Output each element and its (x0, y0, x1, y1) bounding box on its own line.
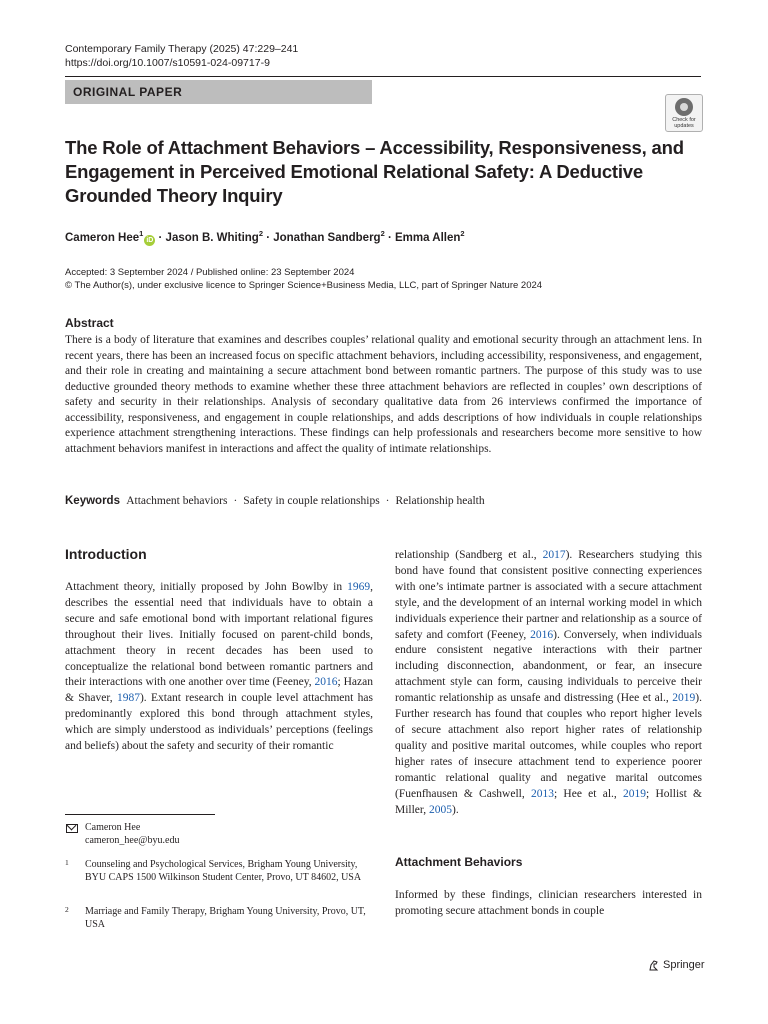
citation-link[interactable]: 2016 (314, 676, 338, 689)
keyword: Attachment behaviors (126, 495, 228, 507)
footnote-rule (65, 814, 215, 815)
body-text: Attachment theory, initially proposed by John Bowlby in (65, 581, 348, 593)
affiliation-text: Marriage and Family Therapy, Brigham Young University, Provo, UT, USA (85, 906, 366, 930)
journal-citation: Contemporary Family Therapy (2025) 47:229–241 (65, 43, 299, 55)
author-separator: · (155, 231, 166, 244)
citation-link[interactable]: 2017 (542, 549, 566, 561)
publisher-name: Springer (663, 959, 705, 971)
corresponding-author-name: Cameron Hee (85, 822, 141, 833)
citation-link[interactable]: 2013 (530, 787, 554, 800)
article-type-banner (65, 80, 372, 104)
author-separator: · (263, 231, 274, 244)
publication-dates: Accepted: 3 September 2024 / Published online: 23 September 2024 (65, 267, 355, 278)
check-for-updates-badge[interactable] (665, 94, 703, 132)
citation-link[interactable]: 1969 (347, 581, 371, 593)
affiliation-text: Counseling and Psychological Services, Brigham Young University, BYU CAPS 1500 Wilkinson Student Center, Provo, UT 84602, USA (85, 859, 362, 883)
body-text: ; Hee et al., (553, 787, 624, 800)
body-text: ). Conversely, when individuals endure consistent negative interactions with their partner including disconnection, abandonment, or fear, an insecure attachment style can form, causing individuals to perceive their romantic relationship as unsafe and distressing (Hee et al., (395, 628, 702, 705)
introduction-paragraph-left (65, 580, 373, 755)
header-rule (65, 76, 701, 77)
keyword-separator: · (233, 495, 238, 507)
author-affiliation-mark: 2 (460, 229, 465, 238)
author-separator: · (384, 231, 395, 244)
abstract-heading: Abstract (65, 316, 114, 330)
citation-link[interactable]: 2019 (672, 692, 696, 705)
affiliation-number: 2 (65, 905, 69, 914)
crossmark-icon (675, 98, 693, 116)
body-text: ). (452, 803, 459, 816)
abstract-text: There is a body of literature that examines and describes couples’ relational quality and emotional security through an attachment lens. In recent years, there has been an increased focus on specific attachment behaviors, including accessibility, responsiveness, and engagement, and their role in creating and maintaining a secure attachment bond between romantic partners. The purpose of this study was to use deductive grounded theory methods to examine whether these three attachment behaviors are reflected in couples’ own descriptions of safety and security in their relationships. Analysis of secondary qualitative data from 26 interviews confirmed the importance of accessibility, responsiveness, and engagement in couple relationships, and adds descriptions of how individuals in couple relationships experience attachment strengthening interactions. These findings can help professionals and researchers become more sensitive to how attachment behaviors manifest in interactions and affect the quality of intimate relationships. (65, 334, 702, 455)
keyword: Relationship health (395, 495, 485, 507)
attachment-behaviors-heading: Attachment Behaviors (395, 855, 523, 869)
body-text: ). Extant research in couple level attachment has predominantly explored this bond through attachment styles, which are simply understood as individuals’ perceptions (feelings and beliefs) about the safety and security of their romantic (65, 692, 373, 753)
body-text: ). Further research has found that couples who report higher levels of secure attachment also report higher rates of relationship quality and positive marital outcomes, while couples who report higher rates of insecure attachment tend to experience poorer romantic relational quality and negative marital outcomes (Fuenfhausen & Cashwell, (395, 692, 702, 800)
citation-link[interactable]: 1987 (116, 692, 140, 705)
author-name[interactable]: Jonathan Sandberg (273, 231, 381, 244)
springer-horse-icon (648, 960, 659, 971)
citation-link[interactable]: 2005 (429, 803, 453, 816)
author-name[interactable]: Cameron Hee (65, 231, 140, 244)
article-type-label: ORIGINAL PAPER (73, 85, 183, 99)
body-text: relationship (Sandberg et al., (395, 549, 543, 561)
introduction-paragraph-right (395, 548, 702, 818)
attachment-behaviors-text: Informed by these findings, clinician researchers interested in promoting secure attachment bonds in couple (395, 889, 702, 917)
envelope-icon (66, 824, 78, 833)
article-title: The Role of Attachment Behaviors – Accessibility, Responsiveness, and Engagement in Perceived Emotional Relational Safety: A Deductive Grounded Theory Inquiry (65, 137, 684, 206)
publisher-mark (648, 958, 705, 972)
body-text: ). Researchers studying this bond have found that consistent positive connecting experiences with one’s intimate partner is associated with a secure attachment style, and the development of an internal working model in which individuals experience their partner and relationship as a source of safety and comfort (Feeney, (395, 549, 702, 641)
doi-link[interactable]: https://doi.org/10.1007/s10591-024-09717-9 (65, 57, 270, 69)
body-text: , describes the essential need that individuals have to obtain a secure and safe emotional bond with important relational figures throughout their lives. Initially focused on parent-child bonds, attachment theory in recent decades has been used to conceptualize the relational bond between romantic partners and their interactions with one another over time (Feeney, (65, 581, 373, 689)
affiliation-number: 1 (65, 858, 69, 867)
body-text: ; Hollist & Miller, (395, 787, 703, 816)
orcid-icon[interactable]: iD (146, 236, 154, 244)
introduction-heading: Introduction (65, 546, 147, 562)
keyword: Safety in couple relationships (243, 495, 380, 507)
keywords-line (65, 494, 485, 509)
citation-link[interactable]: 2019 (623, 787, 647, 800)
citation-link[interactable]: 2016 (530, 628, 554, 641)
keyword-separator: · (385, 495, 390, 507)
check-updates-label: Check for updates (672, 117, 696, 129)
author-name[interactable]: Jason B. Whiting (165, 231, 259, 244)
copyright-line: © The Author(s), under exclusive licence to Springer Science+Business Media, LLC, part of Springer Nature 2024 (65, 280, 543, 291)
author-affiliation-mark: 2 (380, 229, 385, 238)
author-list (65, 226, 465, 246)
journal-header (65, 42, 298, 70)
author-affiliation-mark: 1 (139, 229, 144, 238)
corresponding-author-email[interactable]: cameron_hee@byu.edu (85, 835, 180, 846)
body-text: ; Hazan & Shaver, (65, 676, 373, 705)
keywords-label: Keywords (65, 495, 120, 507)
author-name[interactable]: Emma Allen (395, 231, 461, 244)
author-affiliation-mark: 2 (258, 229, 263, 238)
